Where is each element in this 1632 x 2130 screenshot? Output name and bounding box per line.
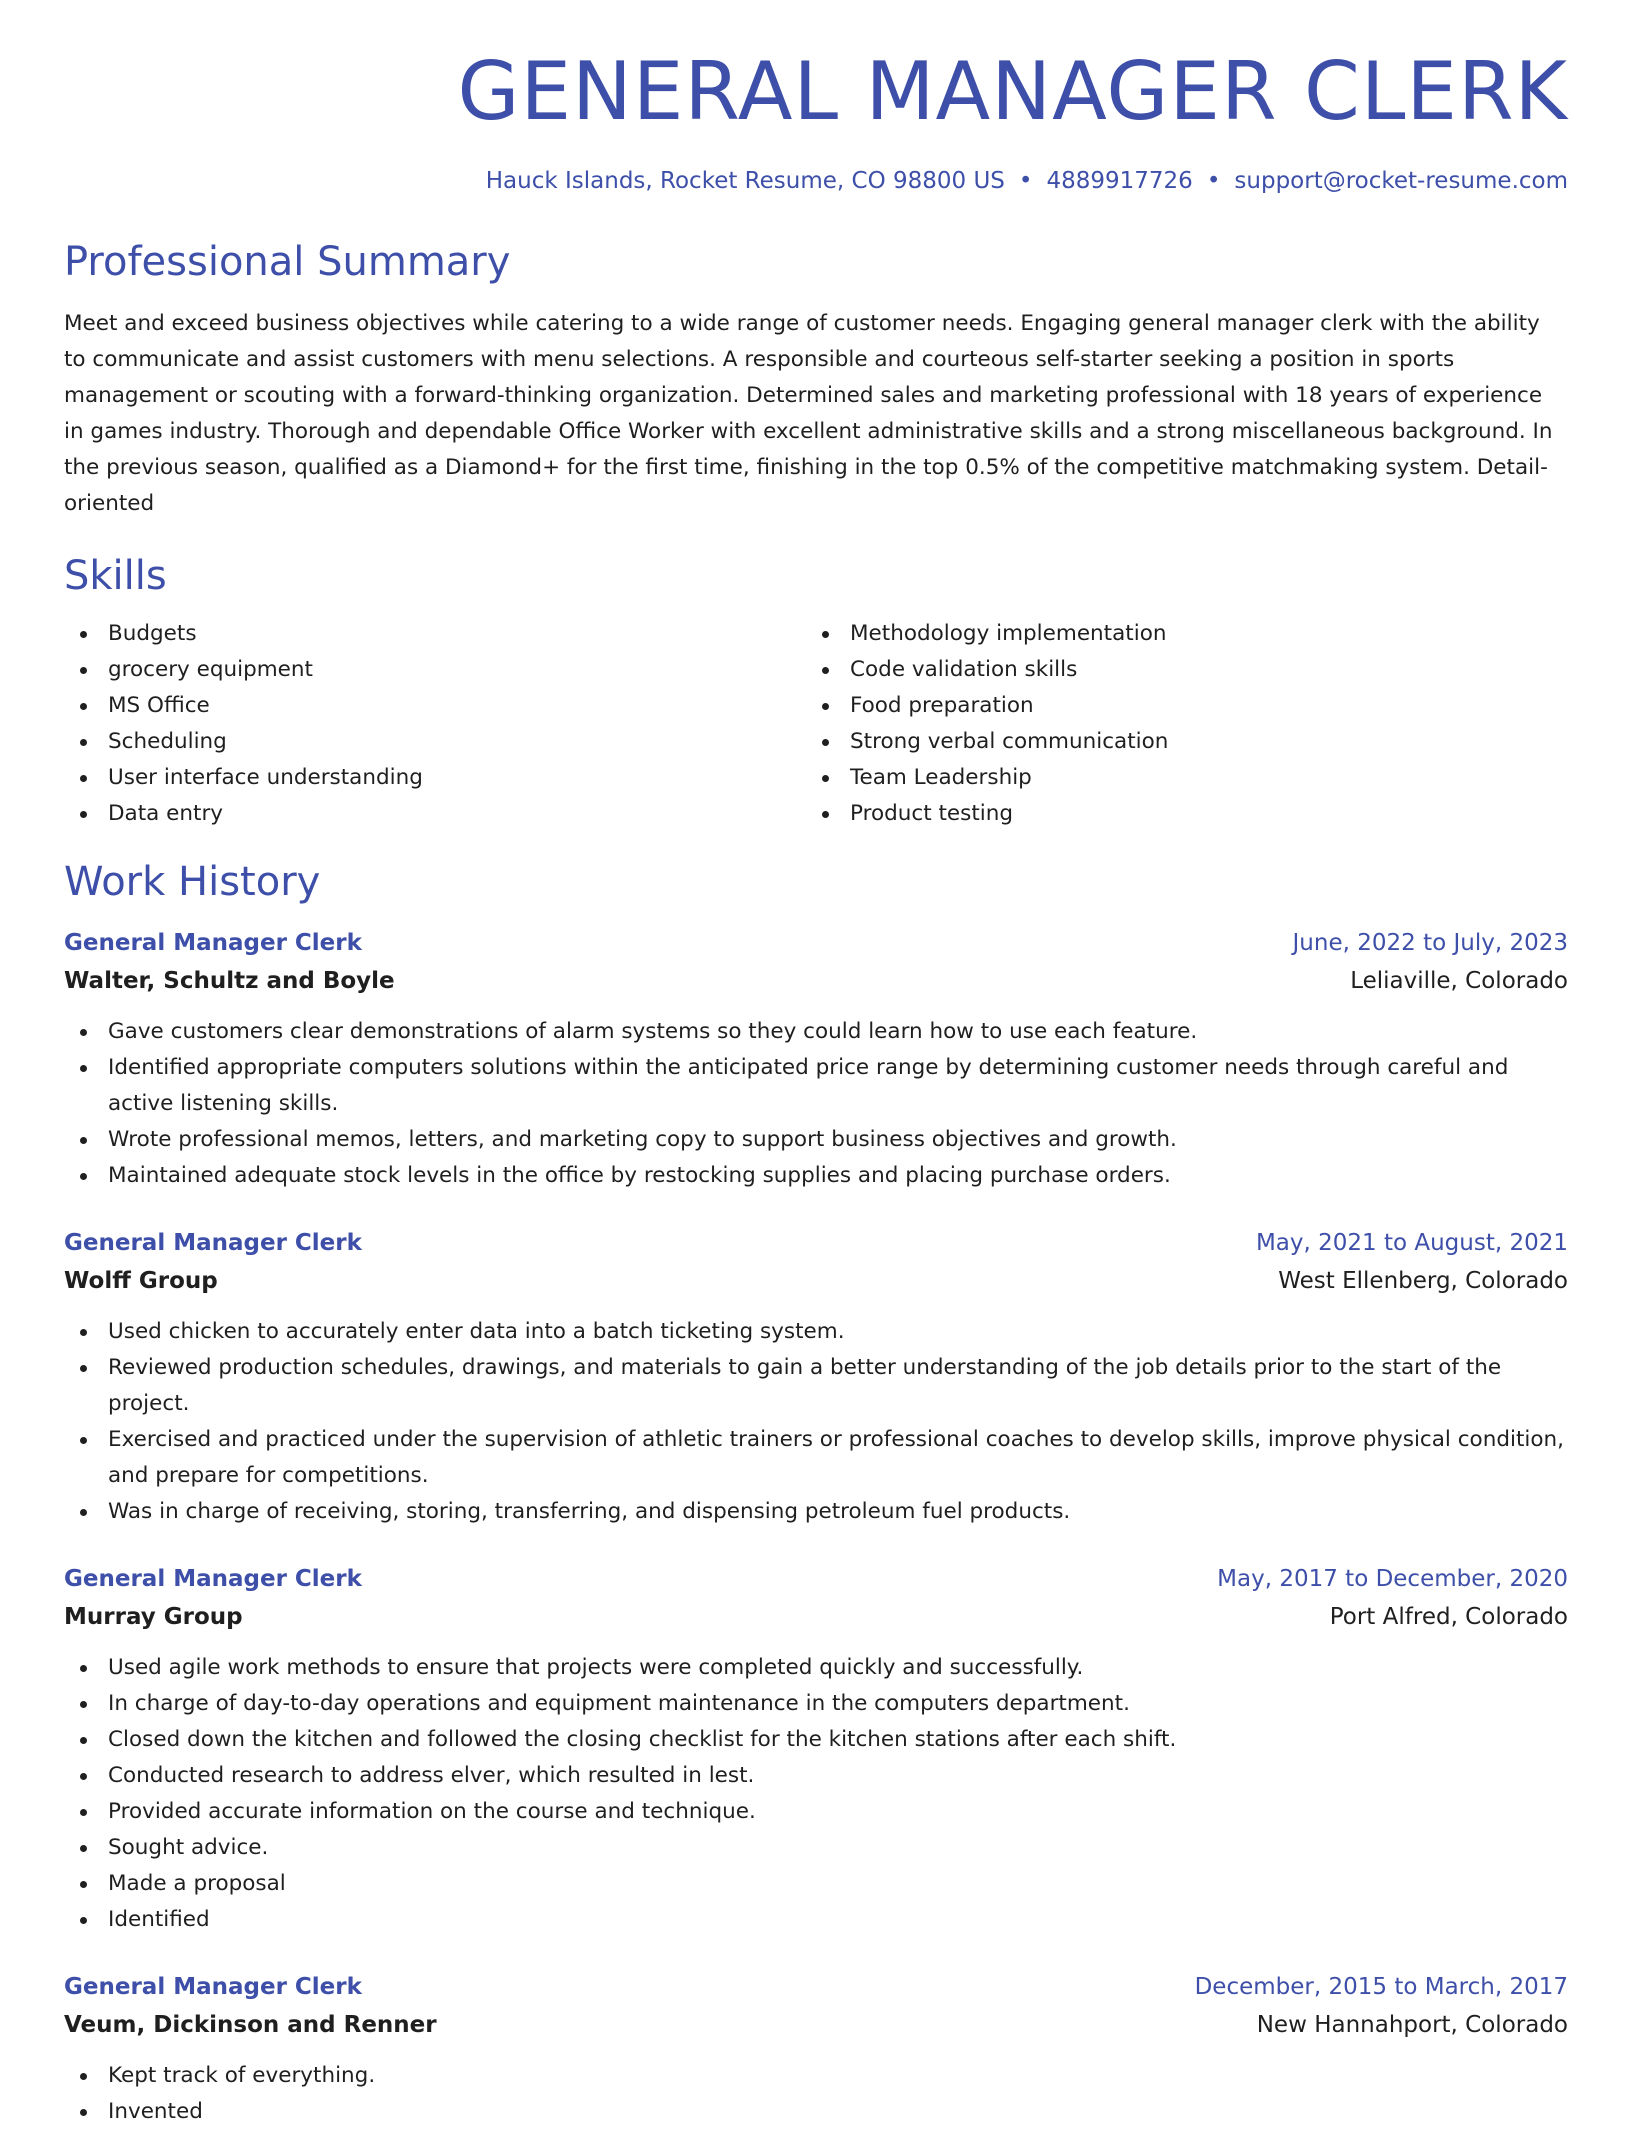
job-title: General Manager Clerk xyxy=(64,1230,362,1256)
job-bullet: Identified xyxy=(64,1902,1568,1938)
job-location: Port Alfred, Colorado xyxy=(1329,1604,1568,1630)
job-bullet: Wrote professional memos, letters, and marketing copy to support business objectives and growth. xyxy=(64,1122,1568,1158)
job-title-row xyxy=(64,1224,1568,1262)
job-bullet: Identified appropriate computers solutions within the anticipated price range by determining customer needs through careful and active listening skills. xyxy=(64,1050,1568,1122)
contact-email[interactable]: support@rocket-resume.com xyxy=(1234,168,1568,194)
contact-separator: • xyxy=(1206,168,1221,194)
job-bullets xyxy=(64,1650,1568,1938)
summary-heading: Professional Summary xyxy=(64,239,511,285)
job-bullet: Kept track of everything. xyxy=(64,2058,1568,2094)
job-title-row xyxy=(64,1968,1568,2006)
skills-heading: Skills xyxy=(64,553,167,599)
job-dates: May, 2021 to August, 2021 xyxy=(1255,1230,1568,1256)
skill-item: Budgets xyxy=(64,616,806,652)
job-entry xyxy=(64,924,1568,1194)
skill-item: Strong verbal communication xyxy=(806,724,1548,760)
job-dates: June, 2022 to July, 2023 xyxy=(1292,930,1568,956)
job-company-row xyxy=(64,1262,1568,1300)
skill-item: Code validation skills xyxy=(806,652,1548,688)
contact-phone[interactable]: 4889917726 xyxy=(1046,168,1193,194)
job-company-row xyxy=(64,2006,1568,2044)
job-dates: December, 2015 to March, 2017 xyxy=(1194,1974,1568,2000)
job-title: General Manager Clerk xyxy=(64,930,362,956)
job-bullet: Reviewed production schedules, drawings, and materials to gain a better understanding of the job details prior to the start of the project. xyxy=(64,1350,1568,1422)
job-location: West Ellenberg, Colorado xyxy=(1278,1268,1568,1294)
job-entry xyxy=(64,1968,1568,2130)
resume-header xyxy=(64,45,1568,194)
job-bullet: Was in charge of receiving, storing, transferring, and dispensing petroleum fuel products. xyxy=(64,1494,1568,1530)
job-bullet: Provided accurate information on the course and technique. xyxy=(64,1794,1568,1830)
job-company: Murray Group xyxy=(64,1604,243,1630)
job-company: Wolff Group xyxy=(64,1268,218,1294)
job-bullet: Maintained adequate stock levels in the office by restocking supplies and placing purchase orders. xyxy=(64,1158,1568,1194)
job-title: General Manager Clerk xyxy=(64,1974,362,2000)
job-location: New Hannahport, Colorado xyxy=(1256,2012,1568,2038)
job-bullets xyxy=(64,1014,1568,1194)
job-company-row xyxy=(64,962,1568,1000)
job-bullets xyxy=(64,1314,1568,1530)
job-bullet: Used agile work methods to ensure that projects were completed quickly and successfully. xyxy=(64,1650,1568,1686)
job-bullet: Exercised and practiced under the supervision of athletic trainers or professional coaches to develop skills, improve physical condition, and prepare for competitions. xyxy=(64,1422,1568,1494)
job-company-row xyxy=(64,1598,1568,1636)
job-dates: May, 2017 to December, 2020 xyxy=(1217,1566,1568,1592)
skill-item: grocery equipment xyxy=(64,652,806,688)
job-location: Leliaville, Colorado xyxy=(1350,968,1568,994)
job-bullet: Made a proposal xyxy=(64,1866,1568,1902)
summary-text: Meet and exceed business objectives while catering to a wide range of customer needs. Engaging general manager clerk with the ability to communicate and assist customers with menu selections. A responsible and courteous self-starter seeking a position in sports management or scouting with a forward-thinking organization. Determined sales and marketing professional with 18 years of experience in games industry. Thorough and dependable Office Worker with excellent administrative skills and a strong miscellaneous background. In the previous season, qualified as a Diamond+ for the first time, finishing in the top 0.5% of the competitive matchmaking system. Detail-oriented xyxy=(64,311,1553,516)
skill-item: MS Office xyxy=(64,688,806,724)
skill-item: Methodology implementation xyxy=(806,616,1548,652)
skill-item: Scheduling xyxy=(64,724,806,760)
job-bullet: In charge of day-to-day operations and equipment maintenance in the computers department. xyxy=(64,1686,1568,1722)
job-bullets xyxy=(64,2058,1568,2130)
job-bullet: Closed down the kitchen and followed the closing checklist for the kitchen stations after each shift. xyxy=(64,1722,1568,1758)
work-history-heading: Work History xyxy=(64,859,321,905)
job-bullet: Sought advice. xyxy=(64,1830,1568,1866)
job-title-row xyxy=(64,1560,1568,1598)
job-company: Veum, Dickinson and Renner xyxy=(64,2012,437,2038)
skill-item: User interface understanding xyxy=(64,760,806,796)
job-bullet: Invented xyxy=(64,2094,1568,2130)
job-company: Walter, Schultz and Boyle xyxy=(64,968,395,994)
contact-address: Hauck Islands, Rocket Resume, CO 98800 US xyxy=(485,168,1005,194)
job-entry xyxy=(64,1224,1568,1530)
contact-separator: • xyxy=(1018,168,1033,194)
contact-line xyxy=(64,168,1568,194)
job-bullet: Gave customers clear demonstrations of alarm systems so they could learn how to use each feature. xyxy=(64,1014,1568,1050)
job-entry xyxy=(64,1560,1568,1938)
job-title: General Manager Clerk xyxy=(64,1566,362,1592)
skill-item: Data entry xyxy=(64,796,806,832)
candidate-name: GENERAL MANAGER CLERK xyxy=(457,45,1568,138)
job-bullet: Conducted research to address elver, which resulted in lest. xyxy=(64,1758,1568,1794)
job-bullet: Used chicken to accurately enter data into a batch ticketing system. xyxy=(64,1314,1568,1350)
skills-column-right xyxy=(806,616,1548,832)
skills-column-left xyxy=(64,616,806,832)
skill-item: Food preparation xyxy=(806,688,1548,724)
job-title-row xyxy=(64,924,1568,962)
skill-item: Product testing xyxy=(806,796,1548,832)
skill-item: Team Leadership xyxy=(806,760,1548,796)
skills-list xyxy=(64,616,1568,832)
